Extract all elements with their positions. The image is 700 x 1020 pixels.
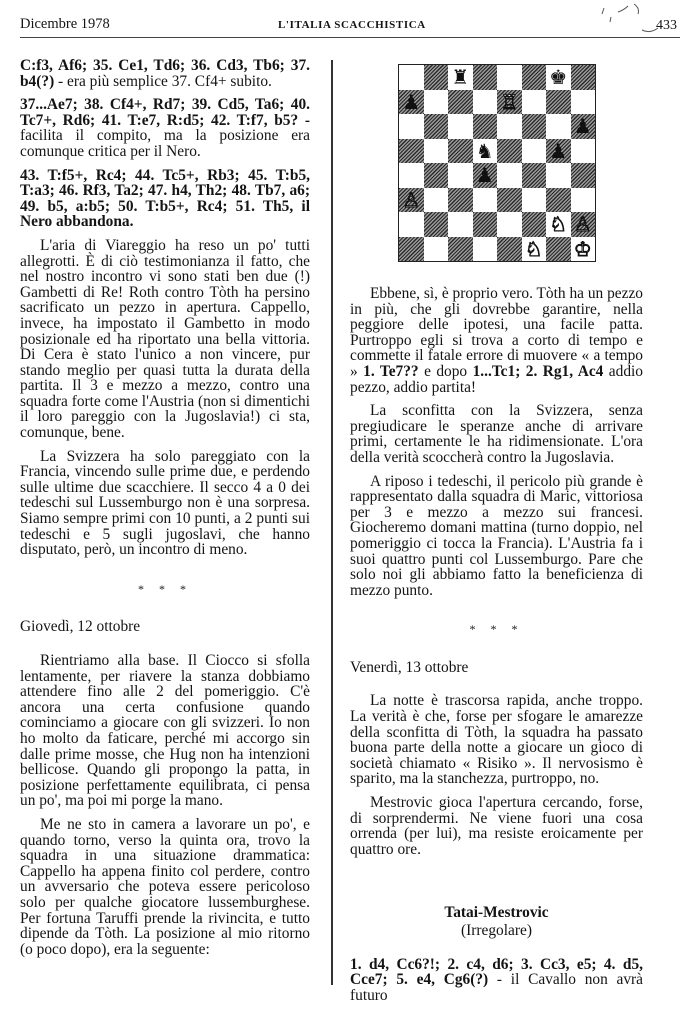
square-d7 [473,90,498,115]
square-d4 [473,163,498,188]
page-header [20,14,480,36]
black-pawn-icon: ♟ [402,89,421,114]
square-d3 [473,188,498,213]
paragraph-viareggio: L'aria di Viareggio ha reso un po' tutti allegrotti. È di ciò testimonianza il fatto, che nel nostro incontro vi sono stati ben due (!) Gambetti di Re! Roth contro Tòth ha persino sacrificato un pezzo in apertura. Cappello, invece, ha impostato il Gambetto in modo posizionale ed ha riportato una bella vittoria. Di Cera è stato l'unico a non vincere, pur stando meglio per quasi tutta la durata della partita. Il 3 e mezzo a mezzo, contro una squadra forte come l'Austria (non si dimentichi il loro pareggio con la Jugoslavia!) ci sta, comunque, bene. [20,236,310,442]
game-moves-opening [350,957,643,1004]
white-pawn-icon: ♙ [573,212,592,237]
square-e2 [497,212,522,237]
square-f4 [522,163,547,188]
paragraph-ebbene [350,286,643,395]
moves-bold: 1. d4, Cc6?!; 2. c4, d6; 3. Cc3, e5; 4. d5, Cce7; 5. e4, Cg6(?) [350,955,643,989]
square-a6 [399,114,424,139]
square-f3 [522,188,547,213]
text: Ebbene, sì, è proprio vero. Tòth ha un pezzo in più, che gli dovrebbe garantire, nella peggiore delle ipotesi, una facile patta. Purtroppo egli si trova a corto di tempo e commette il fatale errore di muovere « a tempo » [350,285,643,380]
square-f2 [522,212,547,237]
square-e6 [497,114,522,139]
square-f7 [522,90,547,115]
square-d5 [473,139,498,164]
paragraph-svizzera: La Svizzera ha solo pareggiato con la Francia, vincendo sulle prime due, e perdendo sulle ultime due scacchiere. Il secco 4 a 0 dei tedeschi sul Lussemburgo non è una sorpresa. Siamo sempre primi con 10 punti, a 2 punti sui tedeschi e 5 sugli jugoslavi, che hanno disputato, però, un incontro di meno. [20,447,310,559]
black-pawn-icon: ♟ [475,163,494,188]
square-c2 [448,212,473,237]
square-c3 [448,188,473,213]
square-g4 [546,163,571,188]
black-pawn-icon: ♟ [549,138,568,163]
page-number: 433 [656,18,677,33]
square-e5 [497,139,522,164]
issue-date: Dicembre 1978 [20,16,110,32]
square-b5 [424,139,449,164]
square-e7 [497,90,522,115]
square-c5 [448,139,473,164]
square-b3 [424,188,449,213]
moves-comment: - il Cavallo non avrà futuro [350,971,643,1004]
square-f5 [522,139,547,164]
column-divider [331,60,333,985]
left-column [20,58,310,965]
square-h8 [571,65,596,90]
section-separator: * * * [138,581,192,596]
game-moves-34-37 [20,58,310,89]
game-moves-37-42 [20,97,310,159]
square-b8 [424,65,449,90]
square-b7 [424,90,449,115]
square-h2 [571,212,596,237]
square-g5 [546,139,571,164]
square-c8 [448,65,473,90]
square-b1 [424,237,449,262]
game-opening: (Irregolare) [461,922,532,939]
square-h7 [571,90,596,115]
black-rook-icon: ♜ [451,65,470,90]
chess-diagram [398,64,596,262]
black-pawn-icon: ♟ [573,114,592,139]
square-b4 [424,163,449,188]
moves-bold: C:f3, Af6; 35. Ce1, Td6; 36. Cd3, Tb6; 37. b4(?) [20,57,310,90]
square-f6 [522,114,547,139]
square-g2 [546,212,571,237]
white-king-icon: ♔ [573,236,592,261]
square-h4 [571,163,596,188]
text: e dopo [418,362,473,380]
square-a1 [399,237,424,262]
handwritten-mark [600,0,660,36]
move-bold: 1. Te7?? [363,362,419,380]
square-g1 [546,237,571,262]
square-h5 [571,139,596,164]
square-d1 [473,237,498,262]
square-d2 [473,212,498,237]
square-c7 [448,90,473,115]
paragraph-camera: Me ne sto in camera a lavorare un po', e quando torno, verso la quinta ora, trovo la squadra in una situazione drammatica: Cappello ha appena finito col perdere, contro un avversario che poteva essere pericoloso solo per qualche giocatore lussemburghese. Per fortuna Taruffi prende la rivincita, e tutto dipende da Tòth. La posizione al mio ritorno (o poco dopo), era la seguente: [20,815,310,958]
square-e4 [497,163,522,188]
square-a4 [399,163,424,188]
square-a8 [399,65,424,90]
square-d6 [473,114,498,139]
black-knight-icon: ♞ [475,138,494,163]
dateline-venerdi: Venerdì, 13 ottobre [350,658,469,676]
square-g6 [546,114,571,139]
move-bold: 1...Tc1; 2. Rg1, Ac4 [472,362,604,380]
square-b6 [424,114,449,139]
square-g8 [546,65,571,90]
header-rule [20,37,680,38]
moves-comment: facilita il compito, ma la posizione era comunque critica per il Nero. [20,127,310,160]
right-column [350,286,643,1011]
black-king-icon: ♚ [549,65,568,90]
paragraph-notte: La notte è trascorsa rapida, anche troppo. La verità è che, forse per sfogare le amarezze della sconfitta di Tòth, la squadra ha passato buona parte della notte a giocare un gioco di società chiamato « Risiko ». Il nervosismo è sparito, ma la stanchezza, purtroppo, no. [350,692,643,788]
square-h1 [571,237,596,262]
square-h6 [571,114,596,139]
square-g3 [546,188,571,213]
text: addio pezzo, addio partita! [350,362,643,396]
dateline-giovedi: Giovedì, 12 ottobre [20,618,141,636]
white-knight-icon: ♘ [549,212,568,237]
square-f1 [522,237,547,262]
game-moves-43-51: 43. T:f5+, Rc4; 44. Tc5+, Rb3; 45. T:b5, T:a3; 46. Rf3, Ta2; 47. h4, Th2; 48. Tb7, a6; 49. b5, a:b5; 50. T:b5+, Rc4; 51. Th5, il Nero abbandona. [20,166,310,231]
moves-comment: - era più semplice 37. Cf4+ subito. [54,72,272,90]
game-title: Tatai-Mestrovic [444,904,549,922]
white-knight-icon: ♘ [524,236,543,261]
square-e3 [497,188,522,213]
paragraph-sconfitta: La sconfitta con la Svizzera, senza pregiudicare le speranze anche di arrivare primi, certamente le ha ridimensionate. L'ora della verità scoccherà contro la Jugoslavia. [350,402,643,466]
moves-bold: 37...Ae7; 38. Cf4+, Rd7; 39. Cd5, Ta6; 40. Tc7+, Rd6; 41. T:e7, R:d5; 42. T:f7, b5? - [20,96,310,129]
square-h3 [571,188,596,213]
square-b2 [424,212,449,237]
square-e1 [497,237,522,262]
square-c6 [448,114,473,139]
section-separator: * * * [469,622,524,637]
paragraph-riposo: A riposo i tedeschi, il pericolo più grande è rappresentato dalla squadra di Maric, vittoriosa per 3 e mezzo a mezzo sui francesi. Giocheremo domani mattina (turno doppio, nel pomeriggio ci tocca la Francia). L'Austria fa i suoi quattro punti col Lussemburgo. Pare che solo noi gli abbiamo fatto la beneficienza di mezzo punto. [350,472,643,599]
square-a3 [399,188,424,213]
square-a2 [399,212,424,237]
paragraph-mestrovic: Mestrovic gioca l'apertura cercando, forse, di sorprendermi. Ne viene fuori una cosa orrenda (per lui), ma resiste eroicamente per quattro ore. [350,794,643,858]
square-f8 [522,65,547,90]
square-c1 [448,237,473,262]
square-a7 [399,90,424,115]
square-d8 [473,65,498,90]
square-g7 [546,90,571,115]
magazine-title: L'ITALIA SCACCHISTICA [278,19,426,31]
paragraph-rientriamo: Rientriamo alla base. Il Ciocco si sfolla lentamente, per riavere la stanza dobbiamo attendere fino alle 2 del pomeriggio. C'è ancora una certa confusione quando cominciamo a giocare con gli svizzeri. Io non ho molto da faticare, perché mi accorgo sin dalle prime mosse, che Hug non ha intenzioni bellicose. Quando gli propongo la patta, in posizione perfettamente equilibrata, ci pensa un po', ma poi mi porge la mano. [20,652,310,810]
white-rook-icon: ♖ [500,89,519,114]
square-c4 [448,163,473,188]
square-e8 [497,65,522,90]
white-pawn-icon: ♙ [402,187,421,212]
square-a5 [399,139,424,164]
